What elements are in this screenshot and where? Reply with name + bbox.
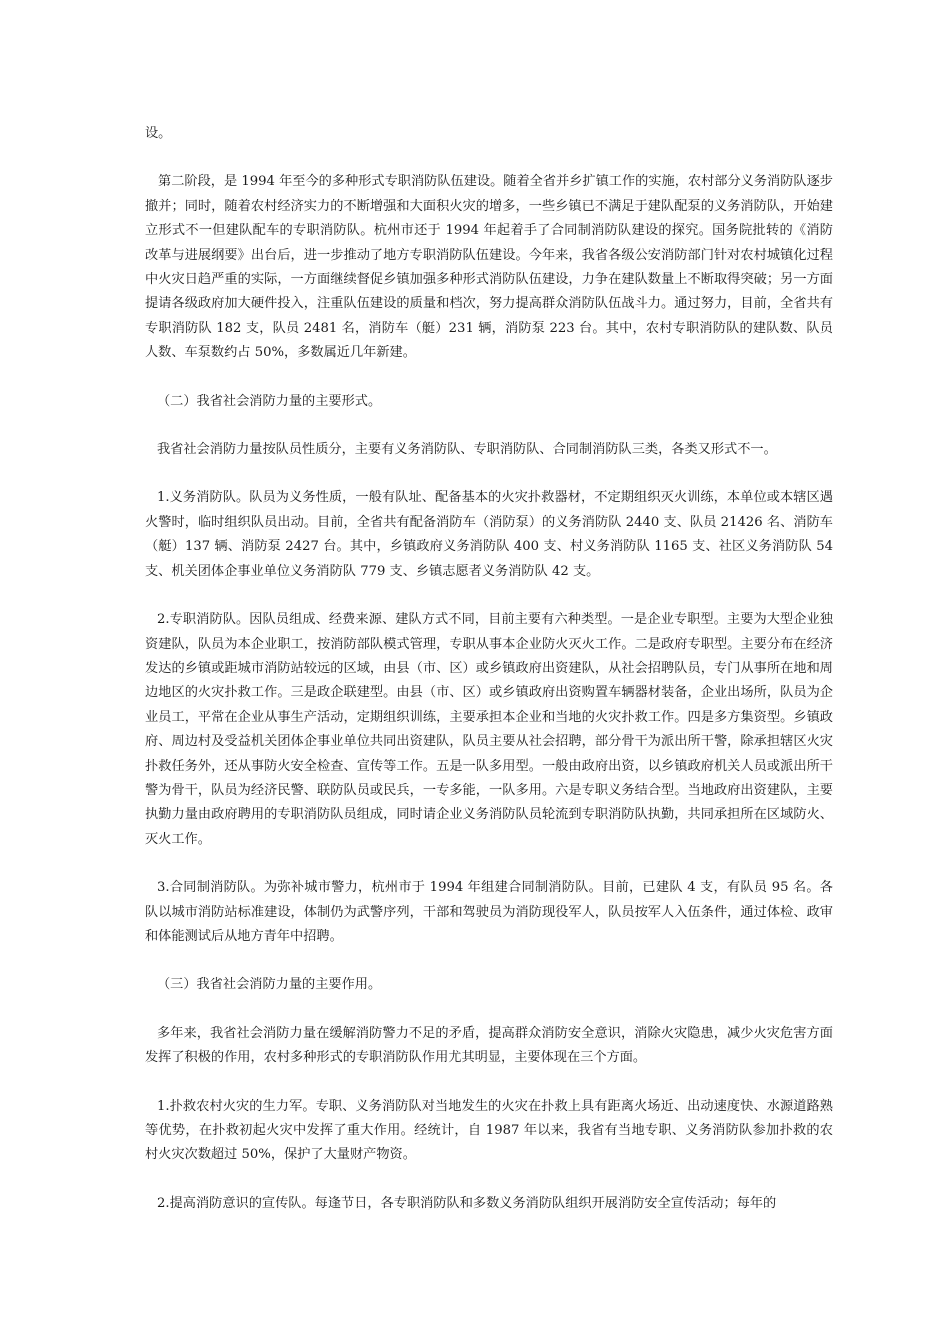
paragraph-roles-intro: 多年来，我省社会消防力量在缓解消防警力不足的矛盾，提高群众消防安全意识，消除火灾隐患，减少火灾危害方面发挥了积极的作用，农村多种形式的专职消防队作用尤其明显，主要体现在三个方面。	[145, 1025, 833, 1066]
paragraph-role-publicity: 2.提高消防意识的宣传队。每逢节日，各专职消防队和多数义务消防队组织开展消防安全宣传活动；每年的	[157, 1195, 777, 1211]
paragraph-continuation: 设。	[145, 126, 172, 141]
paragraph-forms-intro: 我省社会消防力量按队员性质分，主要有义务消防队、专职消防队、合同制消防队三类，各类又形式不一。	[157, 442, 777, 458]
paragraph-contract-teams: 3.合同制消防队。为弥补城市警力，杭州市于 1994 年组建合同制消防队。目前，已建队 4 支，有队员 95 名。各队以城市消防站标准建设，体制仍为武警序列，干部和驾驶员为消防现役军人，队员按军人入伍条件，通过体检、政审和体能测试后从地方青年中招聘。	[145, 880, 833, 944]
paragraph-professional-teams: 2.专职消防队。因队员组成、经费来源、建队方式不同，目前主要有六种类型。一是企业专职型。主要为大型企业独资建队，队员为本企业职工，按消防部队模式管理，专职从事本企业防火灭火工作。二是政府专职型。主要分布在经济发达的乡镇或距城市消防站较远的区域，由县（市、区）或乡镇政府出资建队，从社会招聘队员，专门从事所在地和周边地区的火灾扑救工作。三是政企联建型。由县（市、区）或乡镇政府出资购置车辆器材装备，企业出场所，队员为企业员工，平常在企业从事生产活动，定期组织训练，主要承担本企业和当地的火灾扑救工作。四是多方集资型。乡镇政府、周边村及受益机关团体企事业单位共同出资建队，队员主要从社会招聘，部分骨干为派出所干警，除承担辖区火灾扑救任务外，还从事防火安全检查、宣传等工作。五是一队多用型。一般由政府出资，以乡镇政府机关人员或派出所干警为骨干，队员为经济民警、联防队员或民兵，一专多能，一队多用。六是专职义务结合型。当地政府出资建队，主要执勤力量由政府聘用的专职消防队员组成，同时请企业义务消防队员轮流到专职消防队执勤，共同承担所在区域防火、灭火工作。	[145, 612, 833, 847]
section-heading-forms: （二）我省社会消防力量的主要形式。	[157, 393, 382, 409]
section-heading-roles: （三）我省社会消防力量的主要作用。	[157, 977, 382, 993]
paragraph-volunteer-teams: 1.义务消防队。队员为义务性质，一般有队址、配备基本的火灾扑救器材，不定期组织灭火训练，本单位或本辖区遇火警时，临时组织队员出动。目前，全省共有配备消防车（消防泵）的义务消防队 2440 支、队员 21426 名、消防车（艇）137 辆、消防泵 2427 台。其中，乡镇政府义务消防队 400 支、村义务消防队 1165 支、社区义务消防队 54 支、机关团体企事业单位义务消防队 779 支、乡镇志愿者义务消防队 42 支。	[145, 490, 833, 579]
document-body	[145, 122, 833, 1216]
paragraph-role-firefighting: 1.扑救农村火灾的生力军。专职、义务消防队对当地发生的火灾在扑救上具有距离火场近、出动速度快、水源道路熟等优势，在扑救初起火灾中发挥了重大作用。经统计，自 1987 年以来，我省有当地专职、义务消防队参加扑救的农村火灾次数超过 50%，保护了大量财产物资。	[145, 1098, 833, 1163]
paragraph-stage-two: 第二阶段，是 1994 年至今的多种形式专职消防队伍建设。随着全省并乡扩镇工作的实施，农村部分义务消防队逐步撤并；同时，随着农村经济实力的不断增强和大面积火灾的增多，一些乡镇已不满足于建队配泵的义务消防队，开始建立形式不一但建队配车的专职消防队。杭州市还于 1994 年起着手了合同制消防队建设的探究。国务院批转的《消防改革与进展纲要》出台后，进一步推动了地方专职消防队伍建设。今年来，我省各级公安消防部门针对农村城镇化过程中火灾日趋严重的实际，一方面继续督促乡镇加强多种形式消防队伍建设，力争在建队数量上不断取得突破；另一方面提请各级政府加大硬件投入，注重队伍建设的质量和档次，努力提高群众消防队伍战斗力。通过努力，目前，全省共有专职消防队 182 支，队员 2481 名，消防车（艇）231 辆，消防泵 223 台。其中，农村专职消防队的建队数、队员人数、车泵数约占 50%，多数属近几年新建。	[145, 174, 833, 361]
